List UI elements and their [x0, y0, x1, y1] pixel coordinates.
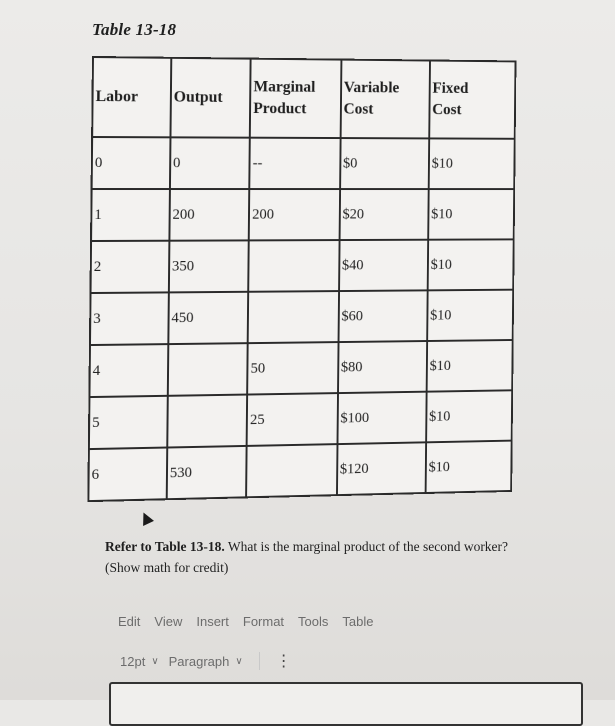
- cell-labor: 5: [89, 396, 168, 449]
- question-note: (Show math for credit): [105, 560, 229, 575]
- menu-format[interactable]: Format: [242, 614, 285, 629]
- table-title: Table 13-18: [92, 20, 177, 39]
- more-options-icon[interactable]: ⋮: [275, 653, 291, 670]
- cell-marginal-product: --: [249, 138, 340, 189]
- cell-output: [167, 395, 247, 448]
- question-body: What is the marginal product of the second worker?: [224, 539, 509, 554]
- block-format-value: Paragraph: [168, 653, 230, 669]
- header-labor: Labor: [92, 57, 171, 137]
- table-row: [90, 290, 513, 345]
- cell-variable-cost: $60: [338, 290, 427, 342]
- table-row: [91, 189, 514, 241]
- cell-output: 530: [167, 446, 247, 499]
- menu-edit[interactable]: Edit: [118, 614, 141, 629]
- header-fixed-cost: [429, 61, 515, 139]
- cell-labor: 1: [91, 189, 170, 241]
- header-marginal-product: [250, 59, 341, 138]
- table-row: [89, 390, 512, 449]
- cell-labor: 0: [92, 137, 171, 189]
- data-table: [87, 56, 516, 496]
- cell-variable-cost: $80: [338, 341, 427, 393]
- cell-output: 350: [169, 240, 249, 292]
- cell-marginal-product: [248, 291, 339, 343]
- cell-variable-cost: $40: [339, 240, 428, 291]
- cell-labor: 2: [91, 241, 170, 293]
- cell-labor: 3: [90, 292, 169, 345]
- table-header-row: [92, 57, 515, 139]
- chevron-down-icon: ∨: [235, 655, 243, 667]
- font-size-select[interactable]: [120, 654, 159, 669]
- cell-output: 450: [168, 292, 248, 344]
- menu-insert[interactable]: Insert: [196, 614, 229, 629]
- menu-tools[interactable]: Tools: [298, 614, 329, 629]
- header-fc-line1: Fixed: [432, 80, 469, 97]
- table-row: [91, 239, 514, 293]
- header-variable-cost: [340, 60, 429, 139]
- cell-fixed-cost: $10: [426, 340, 512, 392]
- cell-fixed-cost: $10: [428, 189, 514, 240]
- question-text: [105, 536, 575, 578]
- header-fc-line2: Cost: [432, 101, 462, 119]
- table-row: [92, 137, 515, 189]
- header-mp-line2: Product: [253, 100, 307, 118]
- cell-marginal-product: 200: [249, 189, 340, 240]
- menu-view[interactable]: View: [154, 614, 183, 629]
- block-format-select[interactable]: [169, 654, 243, 669]
- cell-output: 200: [169, 189, 249, 241]
- header-mp-line1: Marginal: [253, 78, 316, 96]
- cell-fixed-cost: $10: [427, 239, 513, 290]
- cell-fixed-cost: $10: [429, 138, 515, 189]
- cell-fixed-cost: $10: [427, 290, 513, 341]
- cell-variable-cost: $0: [340, 138, 429, 189]
- cell-fixed-cost: $10: [425, 441, 511, 493]
- editor-menubar: [118, 614, 373, 629]
- toolbar-divider: [259, 652, 260, 670]
- table-row: [88, 441, 511, 502]
- editor-toolbar: [120, 651, 291, 671]
- cell-variable-cost: $100: [337, 392, 426, 444]
- cell-marginal-product: [246, 444, 337, 497]
- cell-marginal-product: 50: [247, 342, 338, 394]
- cell-output: 0: [170, 137, 250, 189]
- cell-variable-cost: $120: [337, 442, 426, 495]
- cell-variable-cost: $20: [339, 189, 428, 240]
- cell-labor: 4: [89, 344, 168, 397]
- cell-marginal-product: 25: [247, 393, 338, 446]
- answer-text-area[interactable]: [109, 682, 583, 726]
- table-row: [89, 340, 512, 397]
- font-size-value: 12pt: [120, 653, 146, 669]
- header-output: Output: [170, 58, 250, 138]
- cell-fixed-cost: $10: [426, 390, 512, 442]
- menu-table[interactable]: Table: [342, 614, 374, 629]
- cell-output: [168, 343, 248, 396]
- question-reference: Refer to Table 13-18.: [105, 539, 225, 554]
- cell-marginal-product: [248, 240, 339, 292]
- chevron-down-icon: ∨: [151, 655, 159, 667]
- header-vc-line2: Cost: [343, 100, 374, 118]
- cell-labor: 6: [88, 448, 167, 502]
- header-vc-line1: Variable: [343, 79, 400, 97]
